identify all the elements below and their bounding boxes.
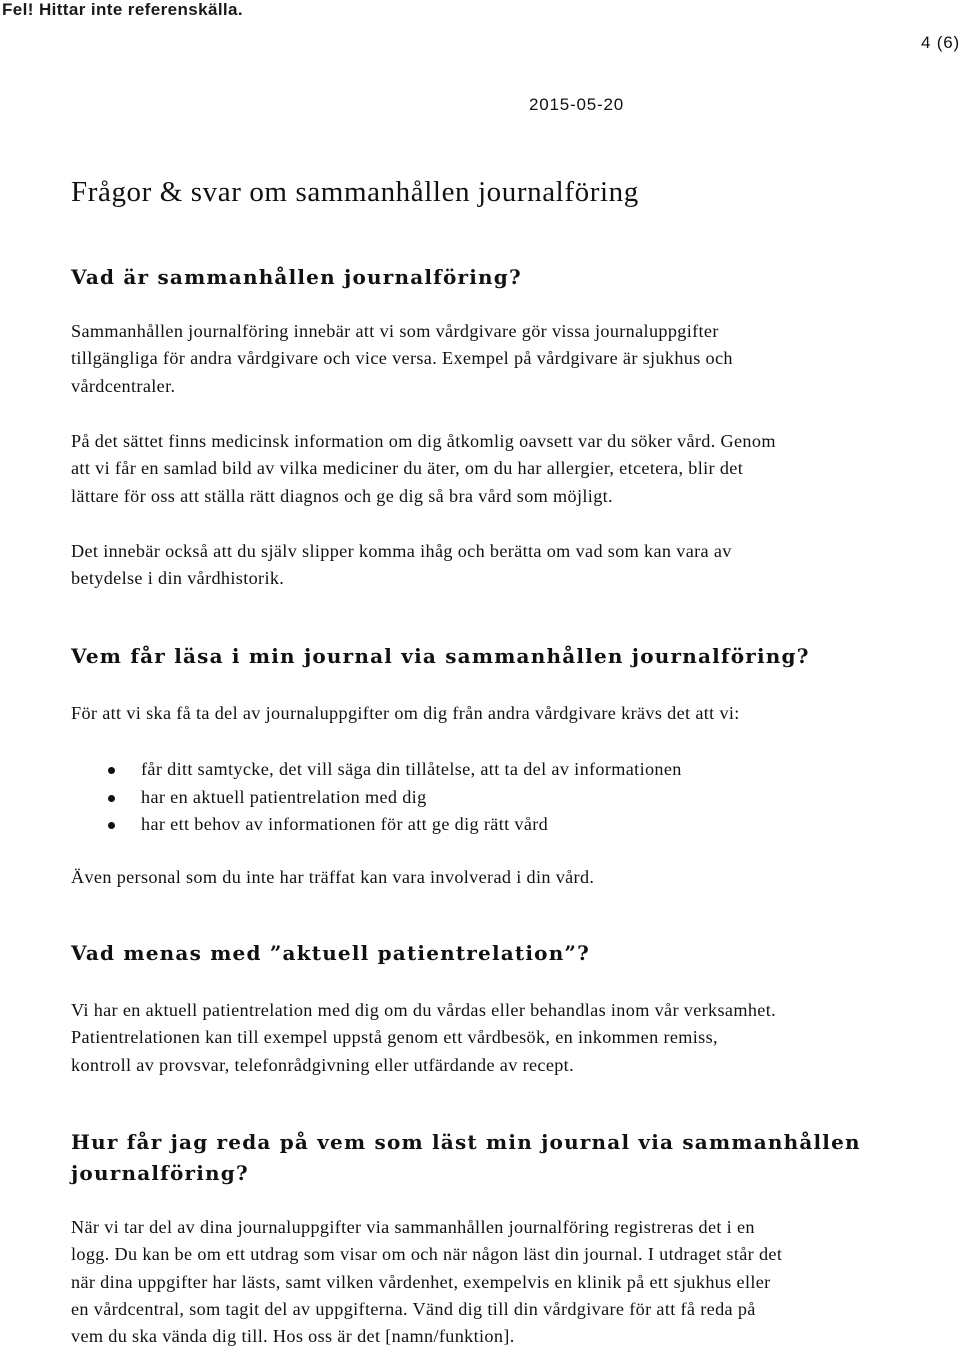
- document-date: 2015-05-20: [529, 95, 624, 114]
- list-item: [71, 811, 682, 839]
- text-line: logg. Du kan be om ett utdrag som visar om och när någon läst din journal. I utdraget står det: [71, 1244, 783, 1265]
- text-line: Patientrelationen kan till exempel uppstå genom ett vårdbesök, en inkommen remiss,: [71, 1027, 718, 1048]
- heading-line: journalföring?: [71, 1161, 249, 1185]
- page-title: Frågor & svar om sammanhållen journalföring: [71, 176, 639, 208]
- list-item: [71, 784, 682, 812]
- bullet-icon: [108, 795, 115, 802]
- list-item-text: har en aktuell patientrelation med dig: [141, 786, 427, 807]
- text-line: tillgängliga för andra vårdgivare och vice versa. Exempel på vårdgivare är sjukhus och: [71, 348, 733, 369]
- paragraph: [71, 318, 733, 400]
- text-line: en vårdcentral, som tagit del av uppgifterna. Vänd dig till din vårdgivare för att få reda på: [71, 1298, 756, 1319]
- text-line: att vi får en samlad bild av vilka mediciner du äter, om du har allergier, etcetera, blir det: [71, 458, 744, 479]
- text-line: när dina uppgifter har lästs, samt vilken vårdenhet, exempelvis en klinik på ett sjukhus eller: [71, 1271, 771, 1292]
- heading-line: Hur får jag reda på vem som läst min journal via sammanhållen: [71, 1130, 861, 1154]
- paragraph: [71, 428, 776, 510]
- text-line: vem du ska vända dig till. Hos oss är det [namn/funktion].: [71, 1326, 515, 1347]
- text-line: Sammanhållen journalföring innebär att vi som vårdgivare gör vissa journaluppgifter: [71, 321, 719, 341]
- bullet-icon: [108, 822, 115, 829]
- paragraph: [71, 538, 732, 593]
- paragraph: [71, 700, 740, 727]
- list-item-text: får ditt samtycke, det vill säga din tillåtelse, att ta del av informationen: [141, 759, 682, 779]
- paragraph: [71, 997, 776, 1079]
- page-number: 4 (6): [921, 33, 960, 52]
- list-item: [71, 756, 682, 784]
- text-line: Även personal som du inte har träffat kan vara involverad i din vård.: [71, 867, 595, 887]
- bullet-icon: [108, 767, 115, 774]
- text-line: På det sättet finns medicinsk information om dig åtkomlig oavsett var du söker vård. Genom: [71, 431, 776, 451]
- section-heading-what-is: Vad är sammanhållen journalföring?: [71, 265, 522, 289]
- reference-error-header: Fel! Hittar inte referenskälla.: [2, 0, 244, 19]
- text-line: Det innebär också att du själv slipper komma ihåg och berätta om vad som kan vara av: [71, 541, 732, 561]
- list-item-text: har ett behov av informationen för att ge dig rätt vård: [141, 814, 549, 834]
- section-heading-access-log: [71, 1127, 861, 1189]
- paragraph: [71, 1214, 782, 1350]
- text-line: När vi tar del av dina journaluppgifter via sammanhållen journalföring registreras det i en: [71, 1217, 755, 1237]
- text-line: vårdcentraler.: [71, 375, 176, 396]
- text-line: kontroll av provsvar, telefonrådgivning eller utfärdande av recept.: [71, 1054, 574, 1075]
- paragraph: [71, 864, 594, 891]
- section-heading-who-can-read: Vem får läsa i min journal via sammanhållen journalföring?: [71, 644, 810, 668]
- text-line: Vi har en aktuell patientrelation med dig om du vårdas eller behandlas inom vår verksamhet.: [71, 1000, 776, 1020]
- text-line: betydelse i din vårdhistorik.: [71, 568, 285, 589]
- text-line: För att vi ska få ta del av journaluppgifter om dig från andra vårdgivare krävs det att vi:: [71, 703, 740, 723]
- requirements-list: [71, 756, 682, 839]
- text-line: lättare för oss att ställa rätt diagnos och ge dig så bra vård som möjligt.: [71, 485, 613, 506]
- section-heading-patient-relation: Vad menas med ”aktuell patientrelation”?: [71, 941, 591, 965]
